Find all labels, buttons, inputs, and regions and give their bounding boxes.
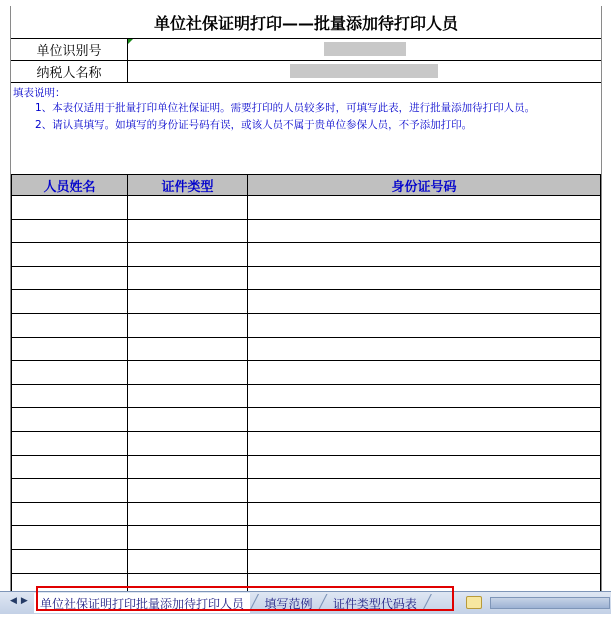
tab-scroll-next-icon[interactable]: ▶ [20, 596, 28, 606]
tab-scroll-prev-icon[interactable]: ◀ [10, 596, 17, 606]
column-header-id-type: 证件类型 [128, 175, 248, 196]
id-number-cell[interactable] [248, 361, 601, 385]
table-row [12, 526, 601, 550]
id-type-cell[interactable] [128, 337, 248, 361]
tab-example[interactable]: 填写范例 [264, 596, 313, 611]
instructions-heading: 填表说明： [13, 87, 66, 99]
name-cell[interactable] [12, 313, 128, 337]
id-number-cell[interactable] [248, 502, 601, 526]
comment-indicator [128, 39, 133, 44]
info-row-company-id [11, 39, 601, 61]
table-row [12, 196, 601, 220]
table-row [12, 313, 601, 337]
id-number-cell[interactable] [248, 290, 601, 314]
id-type-cell[interactable] [128, 290, 248, 314]
id-type-cell[interactable] [128, 455, 248, 479]
status-strip [0, 614, 611, 626]
name-cell[interactable] [12, 337, 128, 361]
id-type-cell[interactable] [128, 502, 248, 526]
name-cell[interactable] [12, 384, 128, 408]
id-number-cell[interactable] [248, 408, 601, 432]
name-cell[interactable] [12, 455, 128, 479]
name-cell[interactable] [12, 549, 128, 573]
id-type-cell[interactable] [128, 431, 248, 455]
redacted-value [324, 42, 406, 56]
id-type-cell[interactable] [128, 479, 248, 503]
table-header-row [12, 175, 601, 196]
tab-separator: ╱ [422, 595, 432, 611]
id-type-cell[interactable] [128, 408, 248, 432]
table-row [12, 337, 601, 361]
info-row-taxpayer-name [11, 61, 601, 83]
column-header-id-number: 身份证号码 [248, 175, 601, 196]
worksheet [10, 6, 602, 591]
id-type-cell[interactable] [128, 384, 248, 408]
name-cell[interactable] [12, 431, 128, 455]
redacted-value [290, 64, 438, 78]
id-number-cell[interactable] [248, 219, 601, 243]
id-number-cell[interactable] [248, 431, 601, 455]
insert-sheet-icon[interactable] [466, 596, 482, 609]
id-number-cell[interactable] [248, 526, 601, 550]
table-row [12, 384, 601, 408]
name-cell[interactable] [12, 408, 128, 432]
table-row [12, 266, 601, 290]
tab-separator: ╱ [250, 595, 259, 611]
id-number-cell[interactable] [248, 549, 601, 573]
table-row [12, 431, 601, 455]
table-row [12, 361, 601, 385]
table-row [12, 502, 601, 526]
name-cell[interactable] [12, 526, 128, 550]
name-cell[interactable] [12, 361, 128, 385]
instruction-line-1: 1、本表仅适用于批量打印单位社保证明。需要打印的人员较多时，可填写此表，进行批量添加待打印人员。 [35, 102, 536, 114]
table-row [12, 219, 601, 243]
taxpayer-name-cell[interactable] [128, 61, 601, 82]
tab-navigation [10, 596, 28, 606]
table-row [12, 290, 601, 314]
id-type-cell[interactable] [128, 243, 248, 267]
id-type-cell[interactable] [128, 313, 248, 337]
tab-batch-add[interactable]: 单位社保证明打印批量添加待打印人员 [34, 593, 250, 613]
id-type-cell[interactable] [128, 361, 248, 385]
company-id-cell[interactable] [128, 39, 601, 60]
name-cell[interactable] [12, 196, 128, 220]
name-cell[interactable] [12, 243, 128, 267]
table-row [12, 549, 601, 573]
id-number-cell[interactable] [248, 196, 601, 220]
id-number-cell[interactable] [248, 479, 601, 503]
id-number-cell[interactable] [248, 455, 601, 479]
id-number-cell[interactable] [248, 243, 601, 267]
id-number-cell[interactable] [248, 266, 601, 290]
tab-separator: ╱ [318, 595, 327, 611]
name-cell[interactable] [12, 266, 128, 290]
instruction-line-2: 2、请认真填写。如填写的身份证号码有误，或该人员不属于贵单位参保人员，不予添加打印。 [35, 119, 473, 131]
name-cell[interactable] [12, 502, 128, 526]
name-cell[interactable] [12, 290, 128, 314]
id-number-cell[interactable] [248, 313, 601, 337]
table-row [12, 408, 601, 432]
name-cell[interactable] [12, 219, 128, 243]
sheet-title: 单位社保证明打印——批量添加待打印人员 [11, 6, 601, 39]
table-row [12, 455, 601, 479]
taxpayer-name-label: 纳税人名称 [11, 61, 128, 82]
id-type-cell[interactable] [128, 526, 248, 550]
name-cell[interactable] [12, 479, 128, 503]
table-row [12, 479, 601, 503]
id-type-cell[interactable] [128, 266, 248, 290]
instructions [13, 86, 599, 133]
table-row [12, 243, 601, 267]
id-type-cell[interactable] [128, 549, 248, 573]
personnel-table [11, 174, 601, 597]
id-type-cell[interactable] [128, 219, 248, 243]
column-header-name: 人员姓名 [12, 175, 128, 196]
tab-id-type-codes[interactable]: 证件类型代码表 [332, 596, 417, 611]
sheet-tabs [34, 592, 431, 614]
id-type-cell[interactable] [128, 196, 248, 220]
company-id-label: 单位识别号 [11, 39, 128, 60]
horizontal-scrollbar[interactable] [490, 597, 610, 609]
id-number-cell[interactable] [248, 337, 601, 361]
id-number-cell[interactable] [248, 384, 601, 408]
